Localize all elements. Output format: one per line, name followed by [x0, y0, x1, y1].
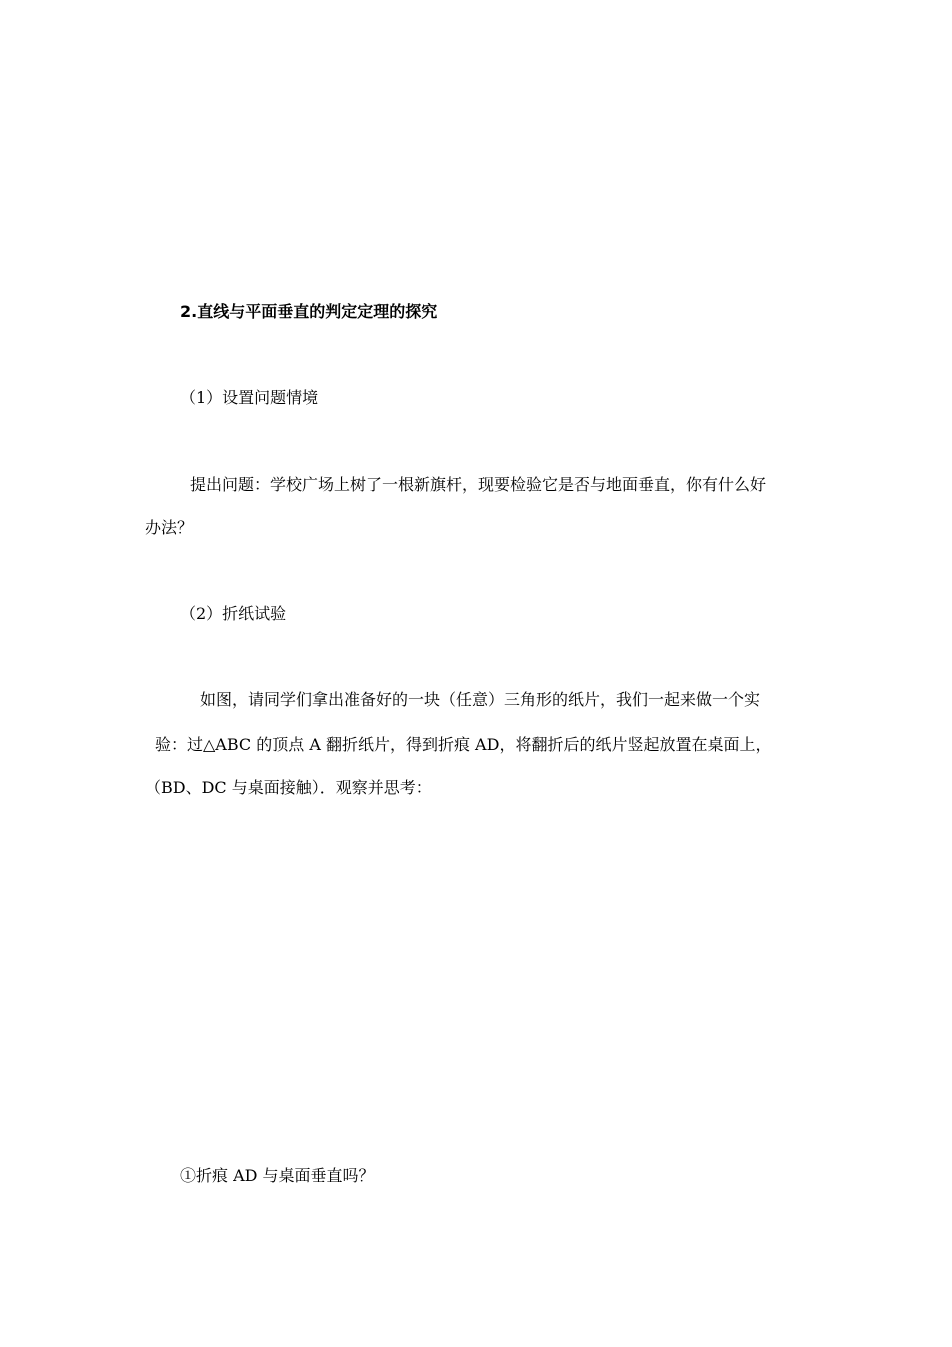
question-line-1: 提出问题：学校广场上树了一根新旗杆，现要检验它是否与地面垂直，你有什么好: [190, 475, 767, 494]
experiment-line-2: 验：过△ABC 的顶点 A 翻折纸片，得到折痕 AD，将翻折后的纸片竖起放置在桌面上，: [155, 735, 772, 754]
experiment-line-3: （BD、DC 与桌面接触）．观察并思考：: [145, 778, 432, 797]
step1-label: （1）设置问题情境: [180, 388, 319, 407]
figure-placeholder: [145, 815, 805, 1145]
question-1: ①折痕 AD 与桌面垂直吗？: [180, 1166, 375, 1185]
step2-label: （2）折纸试验: [180, 604, 287, 623]
question-line-2: 办法？: [145, 518, 194, 537]
experiment-line-1: 如图，请同学们拿出准备好的一块（任意）三角形的纸片，我们一起来做一个实: [200, 690, 761, 709]
section-heading: 2.直线与平面垂直的判定定理的探究: [180, 302, 438, 321]
